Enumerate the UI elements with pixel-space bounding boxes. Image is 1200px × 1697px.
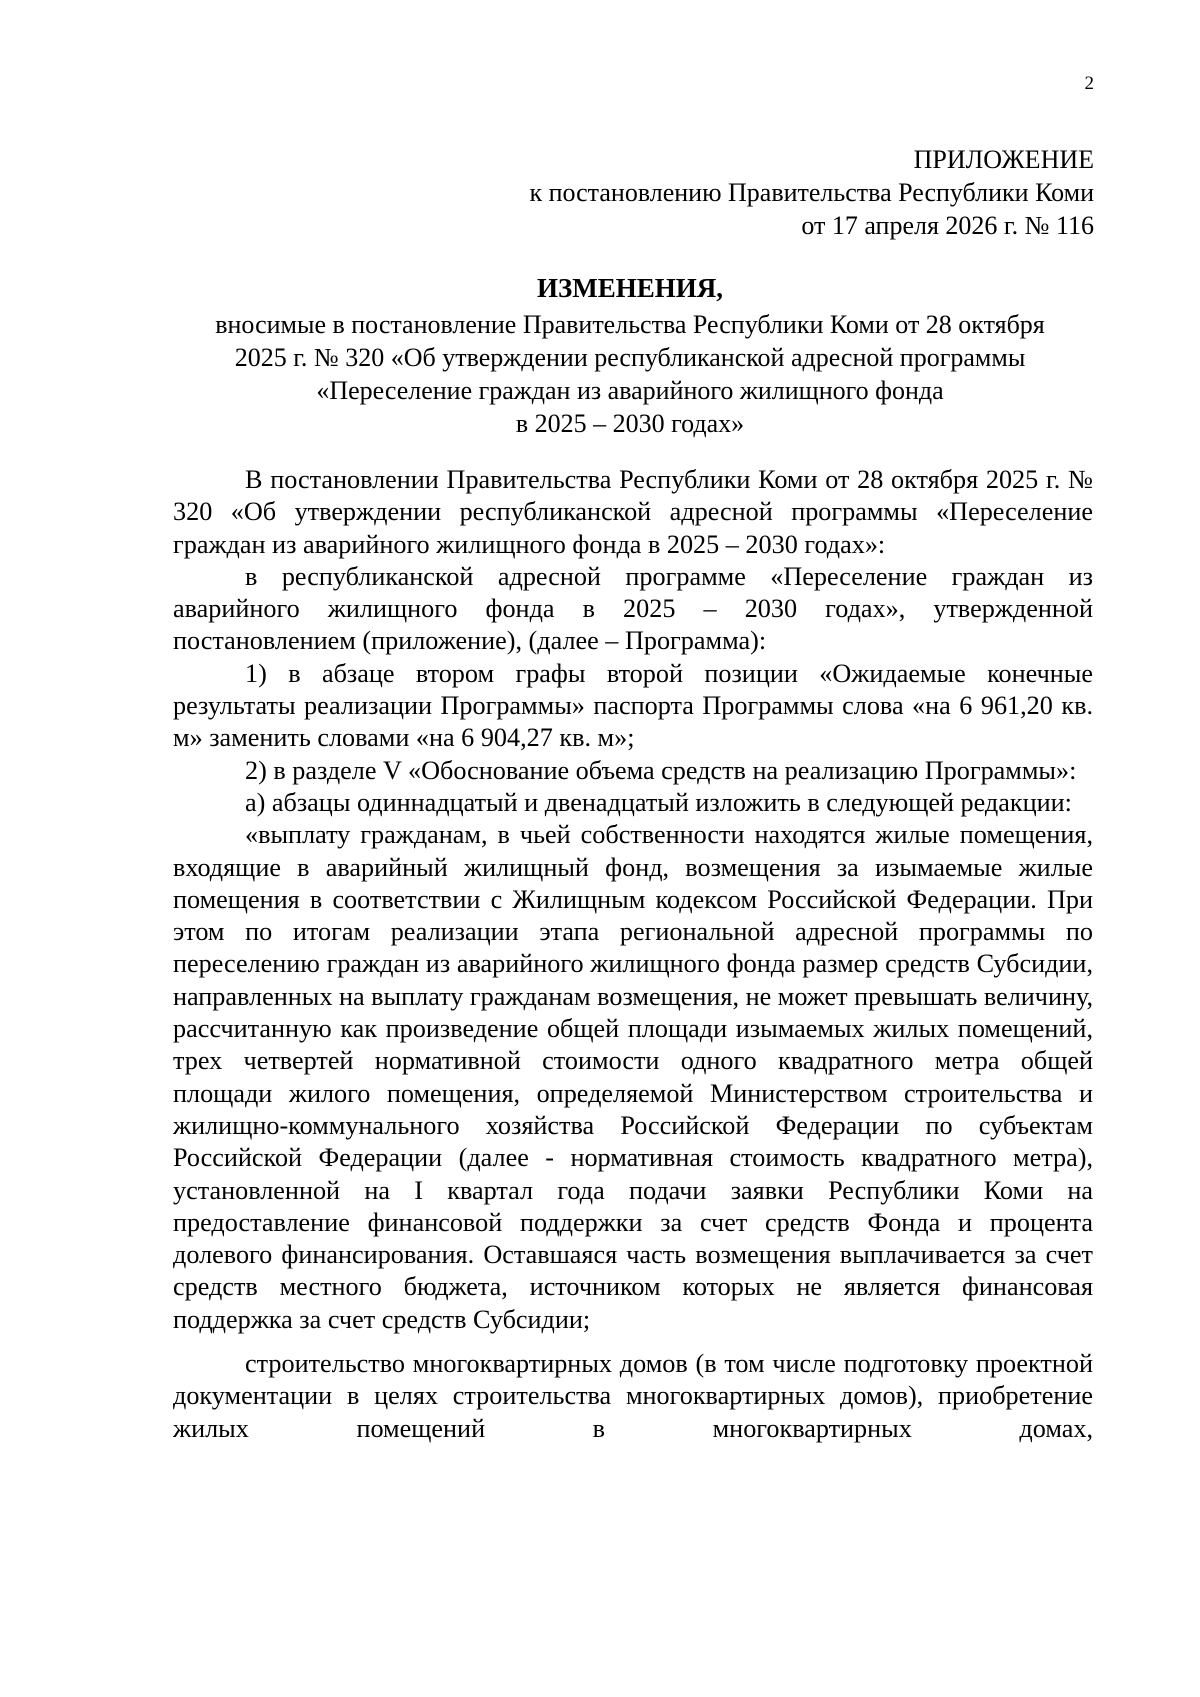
- document-title: ИЗМЕНЕНИЯ,: [536, 273, 723, 303]
- appendix-date-line: от 17 апреля 2026 г. № 116: [801, 211, 1094, 240]
- paragraph-item-1: 1) в абзаце втором графы второй позиции «Ожидаемые конечные результаты реализации Программы» паспорта Программы слова «на 6 961,20 кв. м» заменить словами «на 6 904,27 кв. м»;: [173, 658, 1093, 753]
- appendix-resolution-line: к постановлению Правительства Республики Коми: [529, 178, 1094, 207]
- paragraph-program: в республиканской адресной программе «Переселение граждан из аварийного жилищного фонда в 2025 – 2030 годах», утвержденной постановлением (приложение), (далее – Программа):: [173, 561, 1093, 656]
- paragraph-subitem-a: а) абзацы одиннадцатый и двенадцатый изложить в следующей редакции:: [245, 787, 1072, 817]
- appendix-label: ПРИЛОЖЕНИЕ: [913, 145, 1094, 174]
- page-number: 2: [1084, 73, 1094, 94]
- paragraph-construction: строительство многоквартирных домов (в том числе подготовку проектной документации в целях строительства многоквартирных домов), приобретение жилых помещений в многоквартирных домах,: [173, 1349, 1093, 1443]
- paragraph-item-2: 2) в разделе V «Обоснование объема средств на реализацию Программы»:: [245, 755, 1077, 785]
- subtitle-line: 2025 г. № 320 «Об утверждении республиканской адресной программы: [234, 343, 1026, 372]
- subtitle-line: в 2025 – 2030 годах»: [515, 409, 745, 438]
- paragraph-quoted-text: «выплату гражданам, в чьей собственности находятся жилые помещения, входящие в аварийный жилищный фонд, возмещения за изымаемые жилые помещения в соответствии с Жилищным кодексом Российской Федерации. При этом по итогам реализации этапа региональной адресной программы по переселению граждан из аварийного жилищного фонда размер средств Субсидии, направленных на выплату гражданам возмещения, не может превышать величину, рассчитанную как произведение общей площади изымаемых жилых помещений, трех четвертей нормативной стоимости одного квадратного метра общей площади жилого помещения, определяемой Министерством строительства и жилищно-коммунального хозяйства Российской Федерации по субъектам Российской Федерации (далее - нормативная стоимость квадратного метра), установленной на I квартал года подачи заявки Республики Коми на предоставление финансовой поддержки за счет средств Фонда и процента долевого финансирования. Оставшаяся часть возмещения выплачивается за счет средств местного бюджета, источником которых не является финансовая поддержка за счет средств Субсидии;: [173, 820, 1093, 1334]
- subtitle-line: вносимые в постановление Правительства Республики Коми от 28 октября: [215, 310, 1045, 339]
- paragraph-preamble: В постановлении Правительства Республики Коми от 28 октября 2025 г. № 320 «Об утверждении республиканской адресной программы «Переселение граждан из аварийного жилищного фонда в 2025 – 2030 годах»:: [173, 465, 1093, 559]
- appendix-header: [394, 143, 1094, 242]
- body-text: [173, 464, 1093, 1445]
- title-block: [120, 270, 1140, 440]
- subtitle-line: «Переселение граждан из аварийного жилищного фонда: [316, 376, 944, 405]
